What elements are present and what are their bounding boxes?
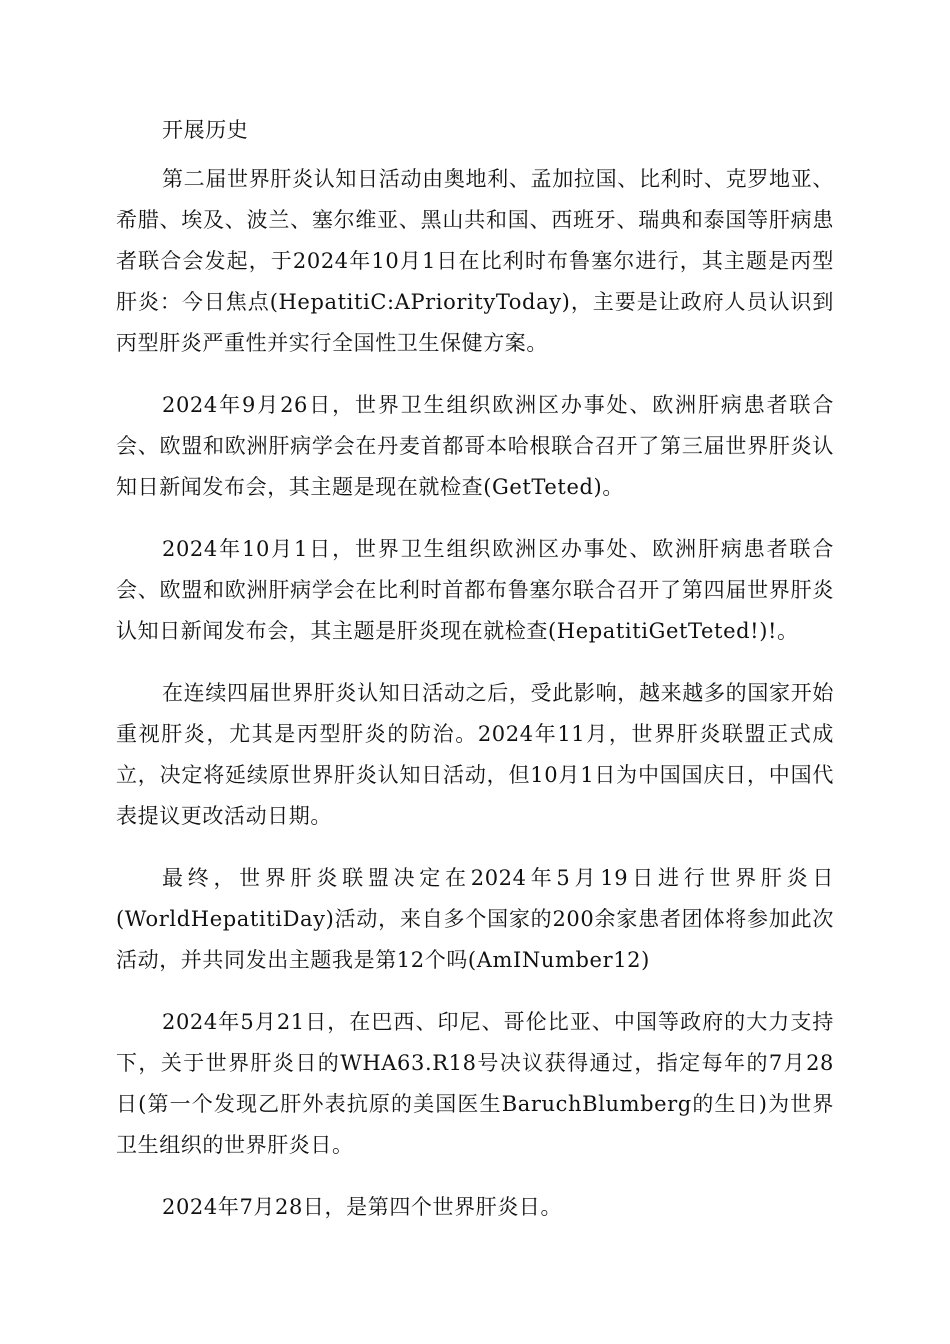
paragraph-7: 2024年7月28日，是第四个世界肝炎日。: [162, 1195, 563, 1219]
paragraph-3: 2024年10月1日，世界卫生组织欧洲区办事处、欧洲肝病患者联合会、欧盟和欧洲肝病学会在比利时首都布鲁塞尔联合召开了第四届世界肝炎认知日新闻发布会，其主题是肝炎现在就检查(HepatitiGetTeted!)!。: [116, 537, 834, 643]
paragraph-1: 第二届世界肝炎认知日活动由奥地利、孟加拉国、比利时、克罗地亚、希腊、埃及、波兰、塞尔维亚、黑山共和国、西班牙、瑞典和泰国等肝病患者联合会发起，于2024年10月1日在比利时布鲁塞尔进行，其主题是丙型肝炎：今日焦点(HepatitiC:APriorityToday)，主要是让政府人员认识到丙型肝炎严重性并实行全国性卫生保健方案。: [116, 167, 834, 355]
section-heading: 开展历史: [162, 118, 249, 142]
paragraph-4: 在连续四届世界肝炎认知日活动之后，受此影响，越来越多的国家开始重视肝炎，尤其是丙型肝炎的防治。2024年11月，世界肝炎联盟正式成立，决定将延续原世界肝炎认知日活动，但10月1日为中国国庆日，中国代表提议更改活动日期。: [116, 681, 834, 828]
paragraph-5: 最终，世界肝炎联盟决定在2024年5月19日进行世界肝炎日(WorldHepatitiDay)活动，来自多个国家的200余家患者团体将参加此次活动，并共同发出主题我是第12个吗(AmINumber12): [116, 866, 834, 972]
paragraph-6: 2024年5月21日，在巴西、印尼、哥伦比亚、中国等政府的大力支持下，关于世界肝炎日的WHA63.R18号决议获得通过，指定每年的7月28日(第一个发现乙肝外表抗原的美国医生BaruchBlumberg的生日)为世界卫生组织的世界肝炎日。: [116, 1010, 834, 1157]
document-body: [116, 110, 834, 1228]
paragraph-2: 2024年9月26日，世界卫生组织欧洲区办事处、欧洲肝病患者联合会、欧盟和欧洲肝病学会在丹麦首都哥本哈根联合召开了第三届世界肝炎认知日新闻发布会，其主题是现在就检查(GetTeted)。: [116, 393, 834, 499]
